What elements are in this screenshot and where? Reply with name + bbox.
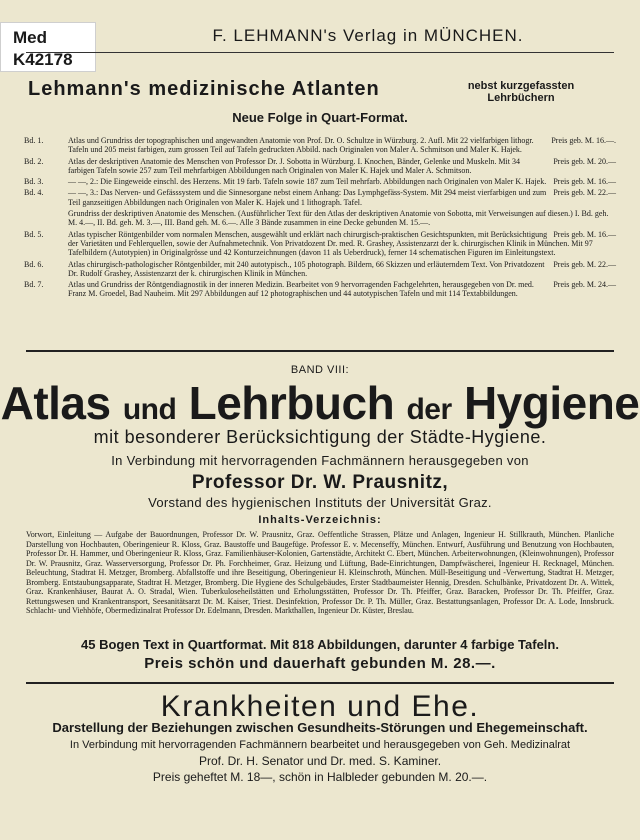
volume-description [68, 230, 616, 258]
volume-price: Preis geb. M. 22.— [553, 188, 616, 198]
volume-entry [24, 157, 616, 176]
volume-text: — —, 2.: Die Eingeweide einschl. des Herzens. Mit 19 farb. Tafeln sowie 187 zum Teil mehrfarb. Abbildungen nach Originalen von Maler K. Hajek. [68, 177, 547, 187]
volume-price: Preis geb. M. 16.—. [551, 136, 616, 145]
title-word-und: und [122, 393, 177, 426]
publisher-heading: F. LEHMANN's Verlag in MÜNCHEN. [212, 26, 524, 45]
volume-text: Atlas chirurgisch-pathologischer Röntgenbilder, mit 240 autotypisch., 105 photograph. Bildern, 66 Skizzen und erläuterndem Text. Von Privatdozent Dr. Rudolf Grashey, Assistenzarzt der k. chirurgischen Klinik in München. [68, 259, 545, 278]
volume-number: Bd. 4. [24, 188, 44, 198]
volume-description [68, 209, 616, 228]
volume-entry [24, 260, 616, 279]
top-rule [26, 52, 614, 53]
krankheiten-price: Preis geheftet M. 18—, schön in Halbleder gebunden M. 20.—. [152, 770, 488, 784]
volume-description [68, 136, 616, 155]
volume-number: Bd. 2. [24, 156, 44, 166]
title-word-atlas: Atlas [0, 377, 111, 429]
table-of-contents: Vorwort, Einleitung — Aufgabe der Bauordnungen, Professor Dr. W. Prausnitz, Graz. Oeffentliche Strassen, Plätze und Anlagen, Ingenieur H. Stillkrauth, München. Planliche Darstellung von Hochbauten, Oberingenieur R. Kloss, Graz. Baustoffe und Baugefüge. Professor E. v. Mecenseffy, München. Entwurf, Ausführung und Benutzung von Hochbauten, Professor Dr. H. Hammer, und Oberingenieur R. Kloss, Graz. Familienhäuser-Kolonien, Gartenstädte, Architekt C. Ebert, München. Arbeiterwohnungen, (Kleinwohnungen), Professor Dr. W. Prausnitz, Graz. Wasserversorgung, Professor Dr. Ph. Forchheimer, Graz. Heizung und Lüftung, Bade-Einrichtungen, Dampfwäscherei, Ingenieur H. Recknagel, München. Beleuchtung, Stadtrat H. Metzger, Bromberg. Abfallstoffe und ihre Beseitigung, Oberingenieur H. Kleinschroth, München. Müll-Beseitigung und -Verwertung, Stadtrat H. Metzger, Bromberg. Entstaubungsapparate, Stadtrat H. Metzger, Bromberg. Die Hygiene des Schulgebäudes, Erster Stadtbaumeister Hennig, Dresden. Schulbänke, Privatdozent Dr. A. Wittek, Graz. Krankenhäuser, Baurat A. O. Stradal, Wien. Tuberkuloseheilstätten und Erholungsstätten, Professor Dr. Th. Pfeiffer, Graz. Baracken, Professor Dr. Th. Pfeiffer, Graz. Rettungswesen und Krankentransport, Seesanitätsarzt Dr. M. Kaiser, Triest. Desinfektion, Professor Dr. P. Th. Müller, Graz. Bestattungsanlagen, Professor Dr. A. Lode, Innsbruck. Schlacht- und Viehhöfe, Obermedizinalrat Professor Dr. Edelmann, Dresden. Markthallen, Ingenieur Dr. Küster, Breslau. [26, 530, 614, 615]
volume-number: Bd. 1. [24, 136, 44, 145]
volume-number: Bd. 5. [24, 229, 44, 239]
library-shelf-label [0, 22, 96, 72]
volume-number: Bd. 3. [24, 177, 44, 187]
volume-number: Bd. 7. [24, 280, 44, 290]
krankheiten-title: Krankheiten und Ehe. [160, 690, 480, 723]
series-note [456, 80, 586, 104]
toc-heading: Inhalts-Verzeichnis: [258, 514, 382, 526]
series-title: Lehmann's medizinische Atlanten [28, 78, 380, 100]
hygiene-subtitle: mit besonderer Berücksichtigung der Städte-Hygiene. [93, 427, 547, 447]
series-note-line2: Lehrbüchern [487, 92, 555, 104]
title-word-lehrbuch: Lehrbuch [188, 377, 395, 429]
volume-description [68, 188, 616, 207]
volume-entry [24, 177, 616, 186]
volume-price: Preis geb. M. 24.— [553, 280, 616, 290]
title-word-der: der [406, 393, 452, 426]
series-subtitle: Neue Folge in Quart-Format. [232, 110, 408, 125]
series-note-line1: nebst kurzgefassten [467, 80, 575, 92]
volume-text: Atlas und Grundriss der topographischen und angewandten Anatomie von Prof. Dr. O. Schultze in Würzburg. 2. Aufl. Mit 22 vielfarbigen lithogr. Tafeln und 205 meist farbigen, zum grossen Teil auf Tafeln gedruckten Abbild. nach Originalen von Maler A. Schmitson und Maler K. Hajek. [68, 136, 534, 155]
krankheiten-cooperation: In Verbindung mit hervorragenden Fachmännern bearbeitet und herausgegeben von Geh. Medizinalrat [69, 739, 571, 751]
title-word-hygiene: Hygiene [463, 377, 640, 429]
volume-entry [24, 230, 616, 258]
volume-entry [24, 280, 616, 299]
volume-description [68, 157, 616, 176]
volume-text: Atlas und Grundriss der Röntgendiagnostik in der inneren Medizin. Bearbeitet von 9 hervorragenden Fachgelehrten, herausgegeben von Dr. med. Franz M. Groedel, Bad Nauheim. Mit 297 Abbildungen auf 12 photographischen und 44 autotypischen Tafeln und mit 114 Textabbildungen. [68, 280, 534, 299]
library-label-line1: Med [13, 28, 47, 47]
volume-price: Preis geb. M. 16.— [553, 177, 616, 187]
volume-text: — —, 3.: Das Nerven- und Gefässsystem und die Sinnesorgane nebst einem Anhang: Das Lymphgefäss-System. Mit 294 meist vierfarbigen und zum Teil ganzseitigen Abbildungen nach Originalen von Maler K. Hajek und 1 lithograph. Tafel. [68, 188, 547, 207]
volume-text: Grundriss der deskriptiven Anatomie des Menschen. (Ausführlicher Text für den Atlas der deskriptiven Anatomie von Sobotta, mit Verweisungen auf diesen.) I. Bd. geh. M. 4.—, II. Bd. geh. M. 3.—, III. Band geh. M. 6.—. Alle 3 Bände zusammen in eine Decke gebunden M. 15.—. [68, 209, 609, 228]
volume-entry [24, 188, 616, 207]
volume-description [68, 260, 616, 279]
krankheiten-editors: Prof. Dr. H. Senator und Dr. med. S. Kaminer. [198, 754, 442, 768]
hygiene-format: 45 Bogen Text in Quartformat. Mit 818 Abbildungen, darunter 4 farbige Tafeln. [81, 637, 559, 652]
volume-number: Bd. 6. [24, 259, 44, 269]
volume-price: Preis geb. M. 16.— [553, 229, 616, 239]
band-label: BAND VIII: [290, 364, 350, 376]
hygiene-price: Preis schön und dauerhaft gebunden M. 28.—. [144, 655, 496, 672]
hygiene-editor-role: Vorstand des hygienischen Instituts der Universität Graz. [148, 495, 492, 510]
krankheiten-subtitle: Darstellung der Beziehungen zwischen Gesundheits-Störungen und Ehegemeinschaft. [52, 720, 588, 735]
volume-text: Atlas der deskriptiven Anatomie des Menschen von Professor Dr. J. Sobotta in Würzburg. I. Knochen, Bänder, Gelenke und Muskeln. Mit 34 farbigen Tafeln sowie 257 zum Teil mehrfarbigen Abbildungen nach Originalen von Maler K. Hajek und Maler A. Schmitson. [68, 156, 520, 175]
section-rule-2 [26, 682, 614, 684]
library-label-line2: K42178 [13, 50, 73, 69]
volume-number [24, 209, 68, 228]
volume-description [68, 280, 616, 299]
volume-price: Preis geb. M. 20.— [553, 156, 616, 166]
volume-text: Atlas typischer Röntgenbilder vom normalen Menschen, ausgewählt und erklärt nach chirurgisch-praktischen Gesichtspunkten, mit Berücksichtigung der Varietäten und Fehlerquellen, sowie der Aufnahmetechnik. Von Privatdozent Dr. med. R. Grashey, Assistenzarzt der k. chirurgischen Klinik in München. Mit 97 Tafelbildern (Autotypien) in Originalgrösse und 42 Konturzeichnungen (davon 11 als Ueberdruck), ferner 14 schematischen Figuren im Einleitungstext. [68, 229, 593, 258]
volume-description [68, 177, 616, 186]
hygiene-cooperation: In Verbindung mit hervorragenden Fachmännern herausgegeben von [111, 453, 529, 468]
volume-price: Preis geb. M. 22.— [553, 259, 616, 269]
volume-entry [24, 136, 616, 155]
volume-entry [24, 209, 616, 228]
hygiene-editor: Professor Dr. W. Prausnitz, [191, 472, 449, 493]
volume-list [24, 136, 616, 301]
section-rule [26, 350, 614, 352]
